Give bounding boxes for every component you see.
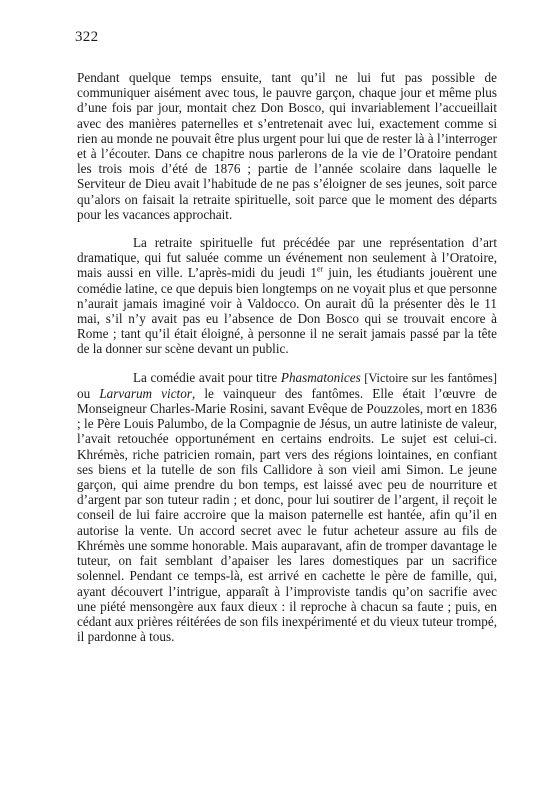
paragraph-1-text: Pendant quelque temps ensuite, tant qu’il ne lui fut pas possible de communiquer aisément avec tous, le pauvre garçon, chaque jour et même plus d’une fois par jour, montait chez Don Bosco, qui invariablement l’accueillait avec des manières paternelles et s’entretenait avec lui, exactement comme si rien au monde ne pouvait être plus urgent pour lui que de rester là à l’interroger et à l’écouter. Dans ce chapitre nous parlerons de la vie de l’Oratoire pendant les trois mois d’été de 1876 ; partie de l’année scolaire dans laquelle le Serviteur de Dieu avait l’habitude de ne pas s’éloigner de ses jeunes, soit parce qu’alors on faisait la retraite spirituelle, soit parce que le moment des départs pour les vacances approchait. bbox=[77, 70, 497, 222]
paragraph-3-text-b: ou bbox=[77, 385, 100, 401]
title-latin-1: Phasmatonices bbox=[280, 369, 361, 385]
ordinal-superscript: er bbox=[316, 265, 324, 275]
paragraph-3-text-a: La comédie avait pour titre bbox=[133, 369, 281, 385]
title-latin-2: Larvarum victor bbox=[99, 385, 192, 401]
paragraph-2-text-a: La retraite spirituelle fut précédée par une représentation d’art dramatique, qui fut saluée comme un événement non seulement à l’Oratoire, mais aussi en ville. L’après-midi du jeudi 1 bbox=[77, 235, 497, 281]
title-gloss: [Victoire sur les fantômes] bbox=[360, 370, 497, 385]
paragraph-1 bbox=[77, 70, 497, 222]
paragraph-2-text-b: juin, les étudiants jouèrent une comédie latine, ce que depuis bien longtemps on ne voyait plus et que personne n’aurait jamais imaginé voir à Valdocco. On aurait dû la présenter dès le 11 mai, s’il n’y avait pas eu l’absence de Don Bosco qui se trouvait encore à Rome ; tant qu’il était éloigné, à personne il ne serait jamais passé par la tête de la donner sur scène devant un public. bbox=[77, 265, 497, 357]
paragraph-2 bbox=[77, 235, 497, 357]
page-number: 322 bbox=[75, 29, 99, 45]
paragraph-3 bbox=[77, 370, 497, 645]
paragraph-3-text-c: , le vainqueur des fantômes. Elle était l’œuvre de Monseigneur Charles-Marie Rosini, savant Evêque de Pouzzoles, mort en 1836 ; le Père Louis Palumbo, de la Compagnie de Jésus, un autre latiniste de valeur, l’avait retouchée opportunément en certains endroits. Le sujet est celui-ci. Khrémès, riche patricien romain, part vers des régions lointaines, en confiant ses biens et la tutelle de son fils Callidore à son vieil ami Simon. Le jeune garçon, qui aime prendre du bon temps, est laissé avec peu de nourriture et d’argent par son tuteur radin ; et donc, pour lui soutirer de l’argent, il reçoit le conseil de lui faire accroire que la maison paternelle est hantée, afin qu’il en autorise la vente. Un accord secret avec le futur acheteur assure au fils de Khrémès une somme honorable. Mais auparavant, afin de tromper davantage le tuteur, on fait semblant d’apaiser les lares domestiques par un sacrifice solennel. Pendant ce temps-là, est arrivé en cachette le père de famille, qui, ayant découvert l’intrigue, apparaît à l’improviste tandis qu’on sacrifie avec une piété mensongère aux faux dieux : il reproche à chacun sa faute ; puis, en cédant aux prières réitérées de son fils inexpérimenté et du vieux tuteur trompé, il pardonne à tous. bbox=[77, 385, 498, 645]
body-text bbox=[77, 70, 497, 644]
